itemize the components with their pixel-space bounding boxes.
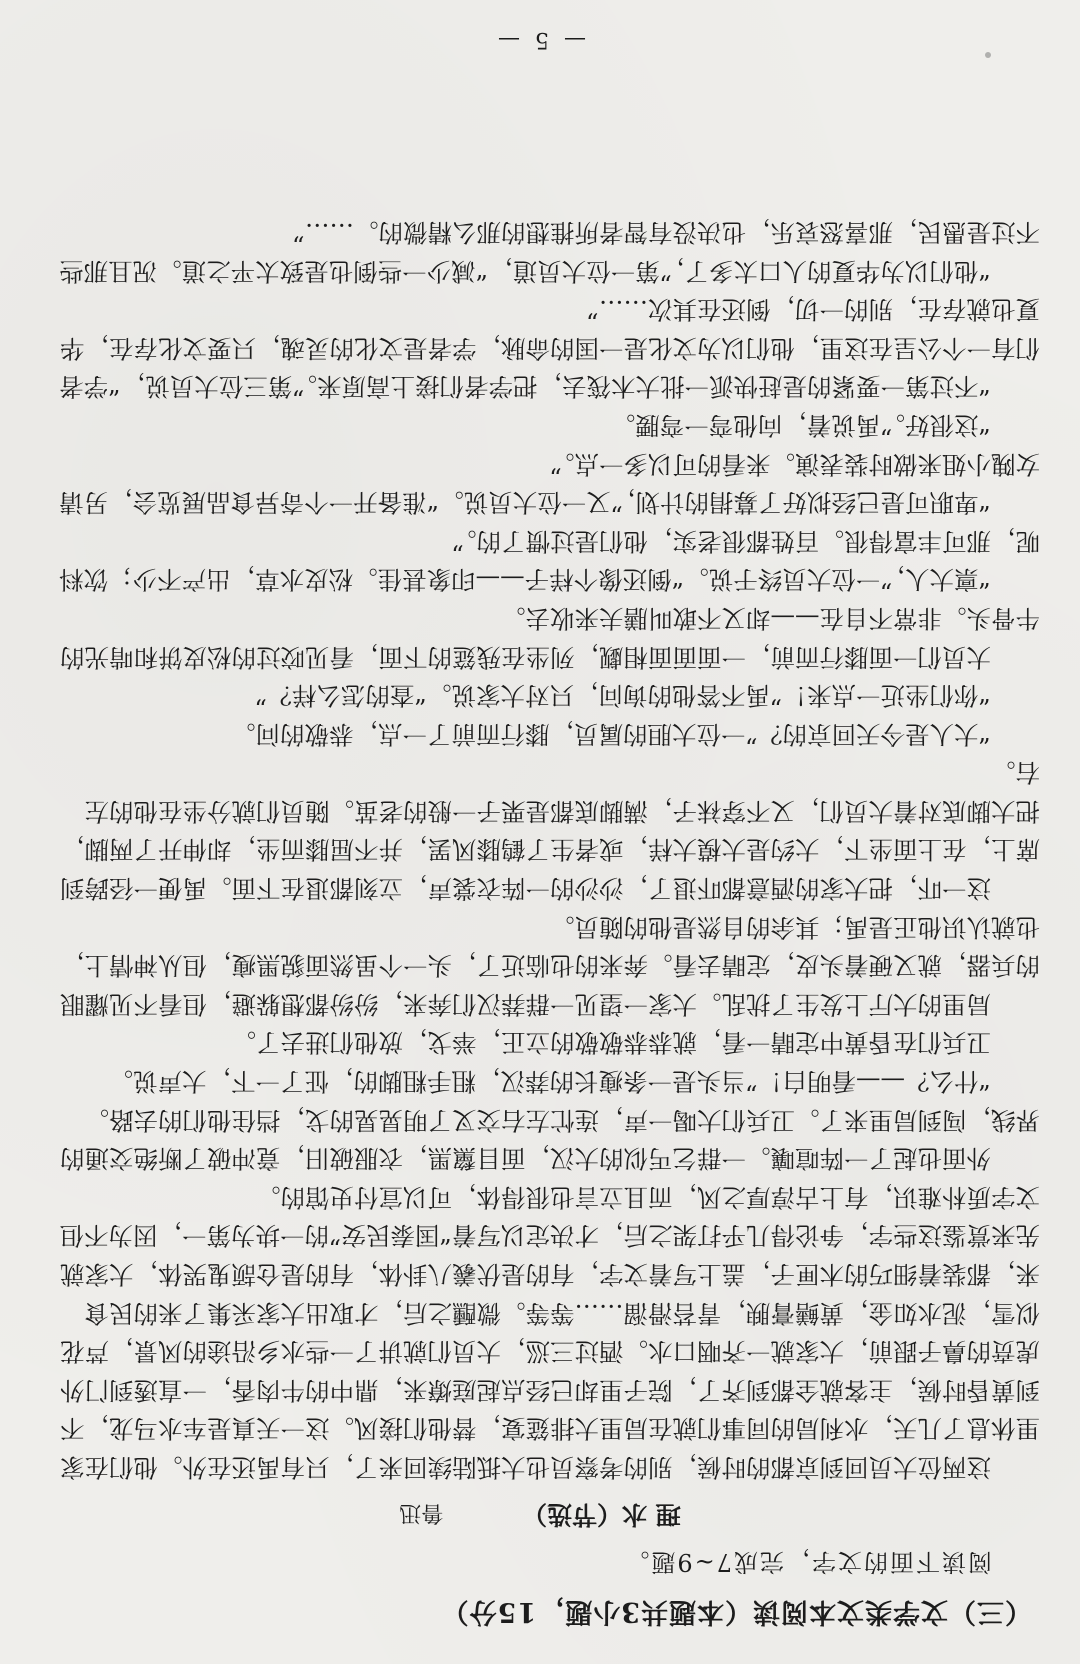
- paragraph: “这很好。”禹说着，向他弯一弯腰。: [610, 410, 991, 440]
- paragraph: “你们坐近一点来！”禹不答他的询问，只对大家说。“查的怎么样？”: [254, 681, 991, 711]
- paragraph: 大员们一面膝行而前，一面面面相觑，列坐在残筵的下面，看见咬过的松皮饼和啃光的牛骨头。非常不自在——却又不敢叫膳夫来收去。: [60, 603, 1040, 672]
- section-heading: （三）文学类文本阅读（本题共3小题，15分）: [440, 1596, 1032, 1627]
- paragraph: 这两位大员回到京都的时候，别的考察员也大抵陆续回来了，只有禹还在外。他们在家里休息了几天，水利局的同事们就在局里大排筵宴，替他们接风。这一天真是车水马龙，不到黄昏时候，主客就全都到齐了，院子里却已经点起庭燎来，鼎中的牛肉香，一直透到门外虎贲的鼻子跟前，大家就一齐咽口水。酒过三巡，大员们就讲了一些水乡沿途的风景，芦花似雪，泥水如金，黄鳝膏腴，青苔滑溜……等等。微醺之后，才取出大家采集了来的民食来，都装着细巧的木匣子，盖上写着文字，有的是伏羲八卦体，有的是仓颉鬼哭体，大家就先来赏鉴这些字，争论得几乎打架之后，才决定以写着“国泰民安”的一块为第一，因为不但文字质朴难识，有上古淳厚之风，而且立言也很得体，可以宣付史馆的。: [59, 1182, 1040, 1482]
- paragraph: 外面也起了一阵喧嚷。一群乞丐似的大汉，面目黧黑，衣服破旧，竟冲破了断绝交通的界线，闯到局里来了。卫兵们大喝一声，连忙左右交叉了明晃晃的戈，挡住他们的去路。: [60, 1105, 1040, 1174]
- paragraph: 这一吓，把大家的酒意都吓退了，沙沙的一阵衣裳声，立刻都退在下面。禹便一径跨到席上，在上面坐下，大约是大模大样，或者生了鹤膝风罢，并不屈膝而坐，却伸开了两脚，把大脚底对着大员们，又不穿袜子，满脚底都是栗子一般的老茧。随员们就分坐在他的左右。: [60, 758, 1040, 904]
- question-instruction: 阅读下面的文字，完成7~9题。: [623, 1548, 992, 1576]
- article-title-row: [0, 1498, 1080, 1534]
- article-author: 鲁迅: [399, 1500, 444, 1525]
- paragraph: “什么？——看明白！”当头是一条瘦长的莽汉，粗手粗脚的，怔了一下，大声说。: [108, 1067, 991, 1097]
- paragraph: “卑职可是已经拟好了募捐的计划，”又一位大员说。“准备开一个奇异食品展览会，另请女隗小姐来做时装表演。来看的可以多一点。”: [59, 449, 1040, 518]
- paragraph: “不过第一要紧的是赶快派一批大木筏去，把学者们接上高原来。”第三位大员说，“学者们有一个公呈在这里，他们以为文化是一国的命脉，学者是文化的灵魂，只要文化存在，华夏也就存在，别的一切，倒还在其次……”: [59, 295, 1040, 402]
- paragraph: “大人是今天回京的？”一位大胆的属员，膝行而前了一点，恭敬的问。: [230, 719, 991, 749]
- paragraph: 局里的大厅上发生了扰乱。大家一望见一群莽汉们奔来，纷纷都想躲避，但看不见耀眼的兵器，就又硬着头皮，定睛去看。奔来的也临近了，头一个虽然面貌黑瘦，但从神情上，也就认识他正是禹；其余的自然是他的随员。: [60, 912, 1040, 1019]
- paragraph: 卫兵们在昏黄中定睛一看，就恭恭敬敬的立正，举戈，放他们进去了。: [231, 1028, 991, 1058]
- page-number: — 5 —: [494, 27, 586, 52]
- paragraph: “他们以为华夏的人口太多了，”第一位大员道，“减少一些倒也是致太平之道。况且那些不过是愚民，那喜怒哀乐，也决没有智者所推想的那么精微的。……”: [59, 218, 1040, 286]
- article-body: [40, 212, 1040, 1486]
- paragraph: “禀大人，”一位大员终于说。“倒还像个样子——印象甚佳。松皮水草，出产不少；饮料呢，那可丰富得很。百姓都很老实，他们是过惯了的。”: [59, 526, 1040, 595]
- article-title: 理 水（节选）: [522, 1500, 681, 1529]
